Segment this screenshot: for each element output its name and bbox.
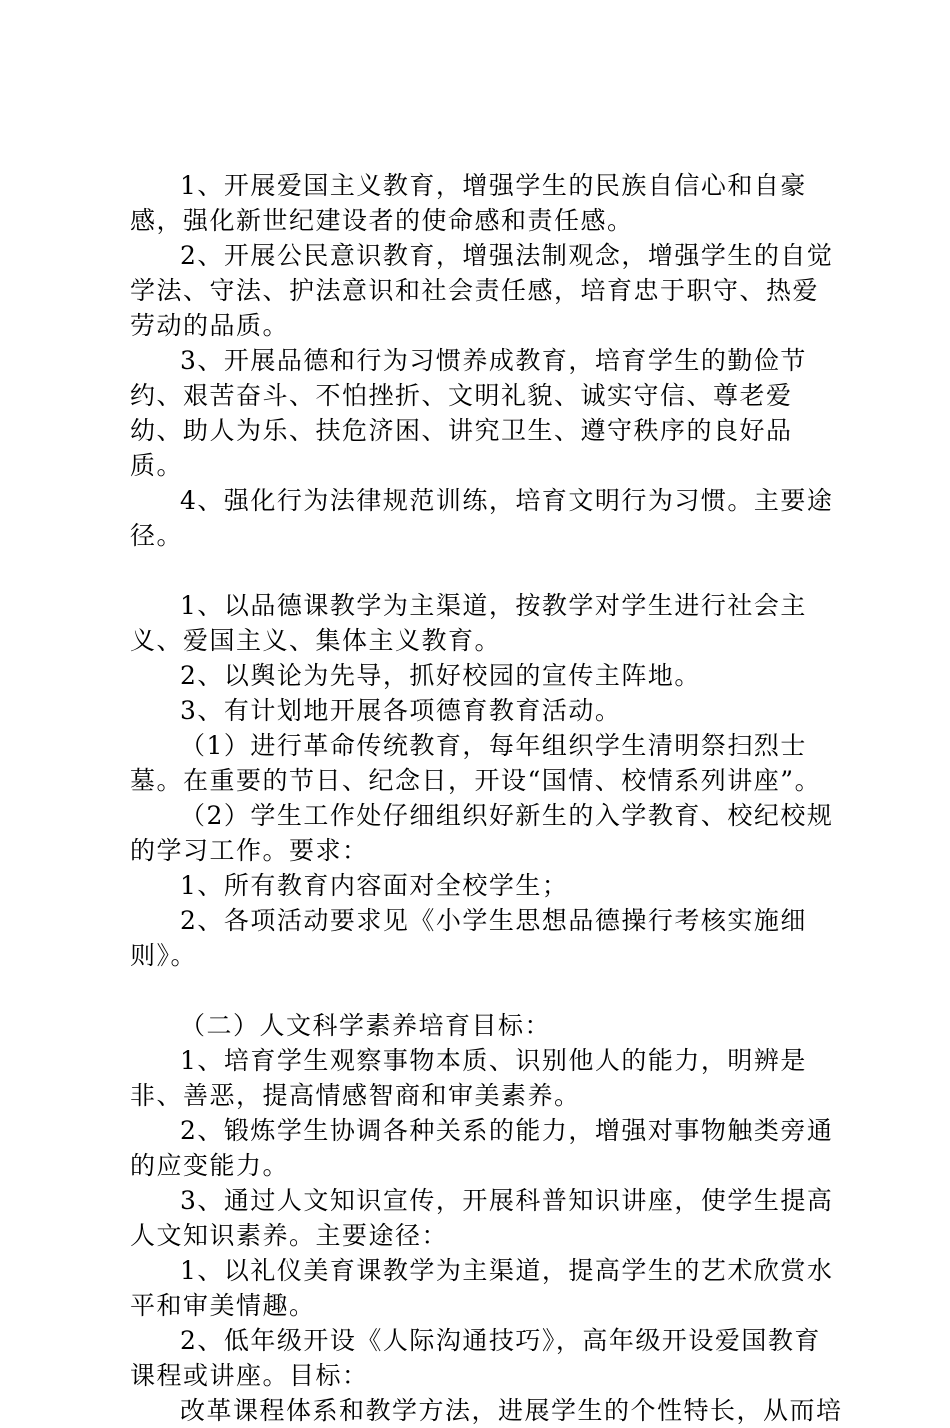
paragraph-spacer: [130, 553, 845, 588]
paragraph: 1、开展爱国主义教育，增强学生的民族自信心和自豪感，强化新世纪建设者的使命感和责任感。: [130, 171, 807, 235]
paragraph: 1、以礼仪美育课教学为主渠道，提高学生的艺术欣赏水平和审美情趣。: [130, 1256, 834, 1320]
paragraph: 1、以品德课教学为主渠道，按教学对学生进行社会主义、爱国主义、集体主义教育。: [130, 591, 807, 655]
paragraph: （1）进行革命传统教育，每年组织学生清明祭扫烈士墓。在重要的节日、纪念日，开设“国情、校情系列讲座”。: [130, 731, 822, 795]
paragraph: 1、所有教育内容面对全校学生；: [180, 871, 569, 900]
paragraph-spacer: [130, 973, 845, 1008]
paragraph: 2、各项活动要求见《小学生思想品德操行考核实施细则》。: [130, 906, 807, 970]
paragraph: 3、有计划地开展各项德育教育活动。: [180, 696, 622, 725]
paragraph: 3、开展品德和行为习惯养成教育，培育学生的勤俭节约、艰苦奋斗、不怕挫折、文明礼貌、诚实守信、尊老爱幼、助人为乐、扶危济困、讲究卫生、遵守秩序的良好品质。: [130, 346, 807, 480]
paragraph: 2、低年级开设《人际沟通技巧》，高年级开设爱国教育课程或讲座。目标：: [130, 1326, 821, 1390]
paragraph: 4、强化行为法律规范训练，培育文明行为习惯。主要途径。: [130, 486, 834, 550]
paragraph: 2、以舆论为先导，抓好校园的宣传主阵地。: [180, 661, 701, 690]
paragraph: 3、通过人文知识宣传，开展科普知识讲座，使学生提高人文知识素养。主要途径：: [130, 1186, 834, 1250]
section-heading: （二）人文科学素养培育目标：: [180, 1011, 552, 1040]
paragraph: 1、培育学生观察事物本质、识别他人的能力，明辨是非、善恶，提高情感智商和审美素养。: [130, 1046, 807, 1110]
paragraph: （2）学生工作处仔细组织好新生的入学教育、校纪校规的学习工作。要求：: [130, 801, 834, 865]
paragraph: 改革课程体系和教学方法，进展学生的个性特长，从而培: [180, 1396, 843, 1425]
paragraph: 2、开展公民意识教育，增强法制观念，增强学生的自觉学法、守法、护法意识和社会责任感，培育忠于职守、热爱劳动的品质。: [130, 241, 834, 340]
paragraph: 2、锻炼学生协调各种关系的能力，增强对事物触类旁通的应变能力。: [130, 1116, 834, 1180]
document-body: [130, 168, 845, 1428]
